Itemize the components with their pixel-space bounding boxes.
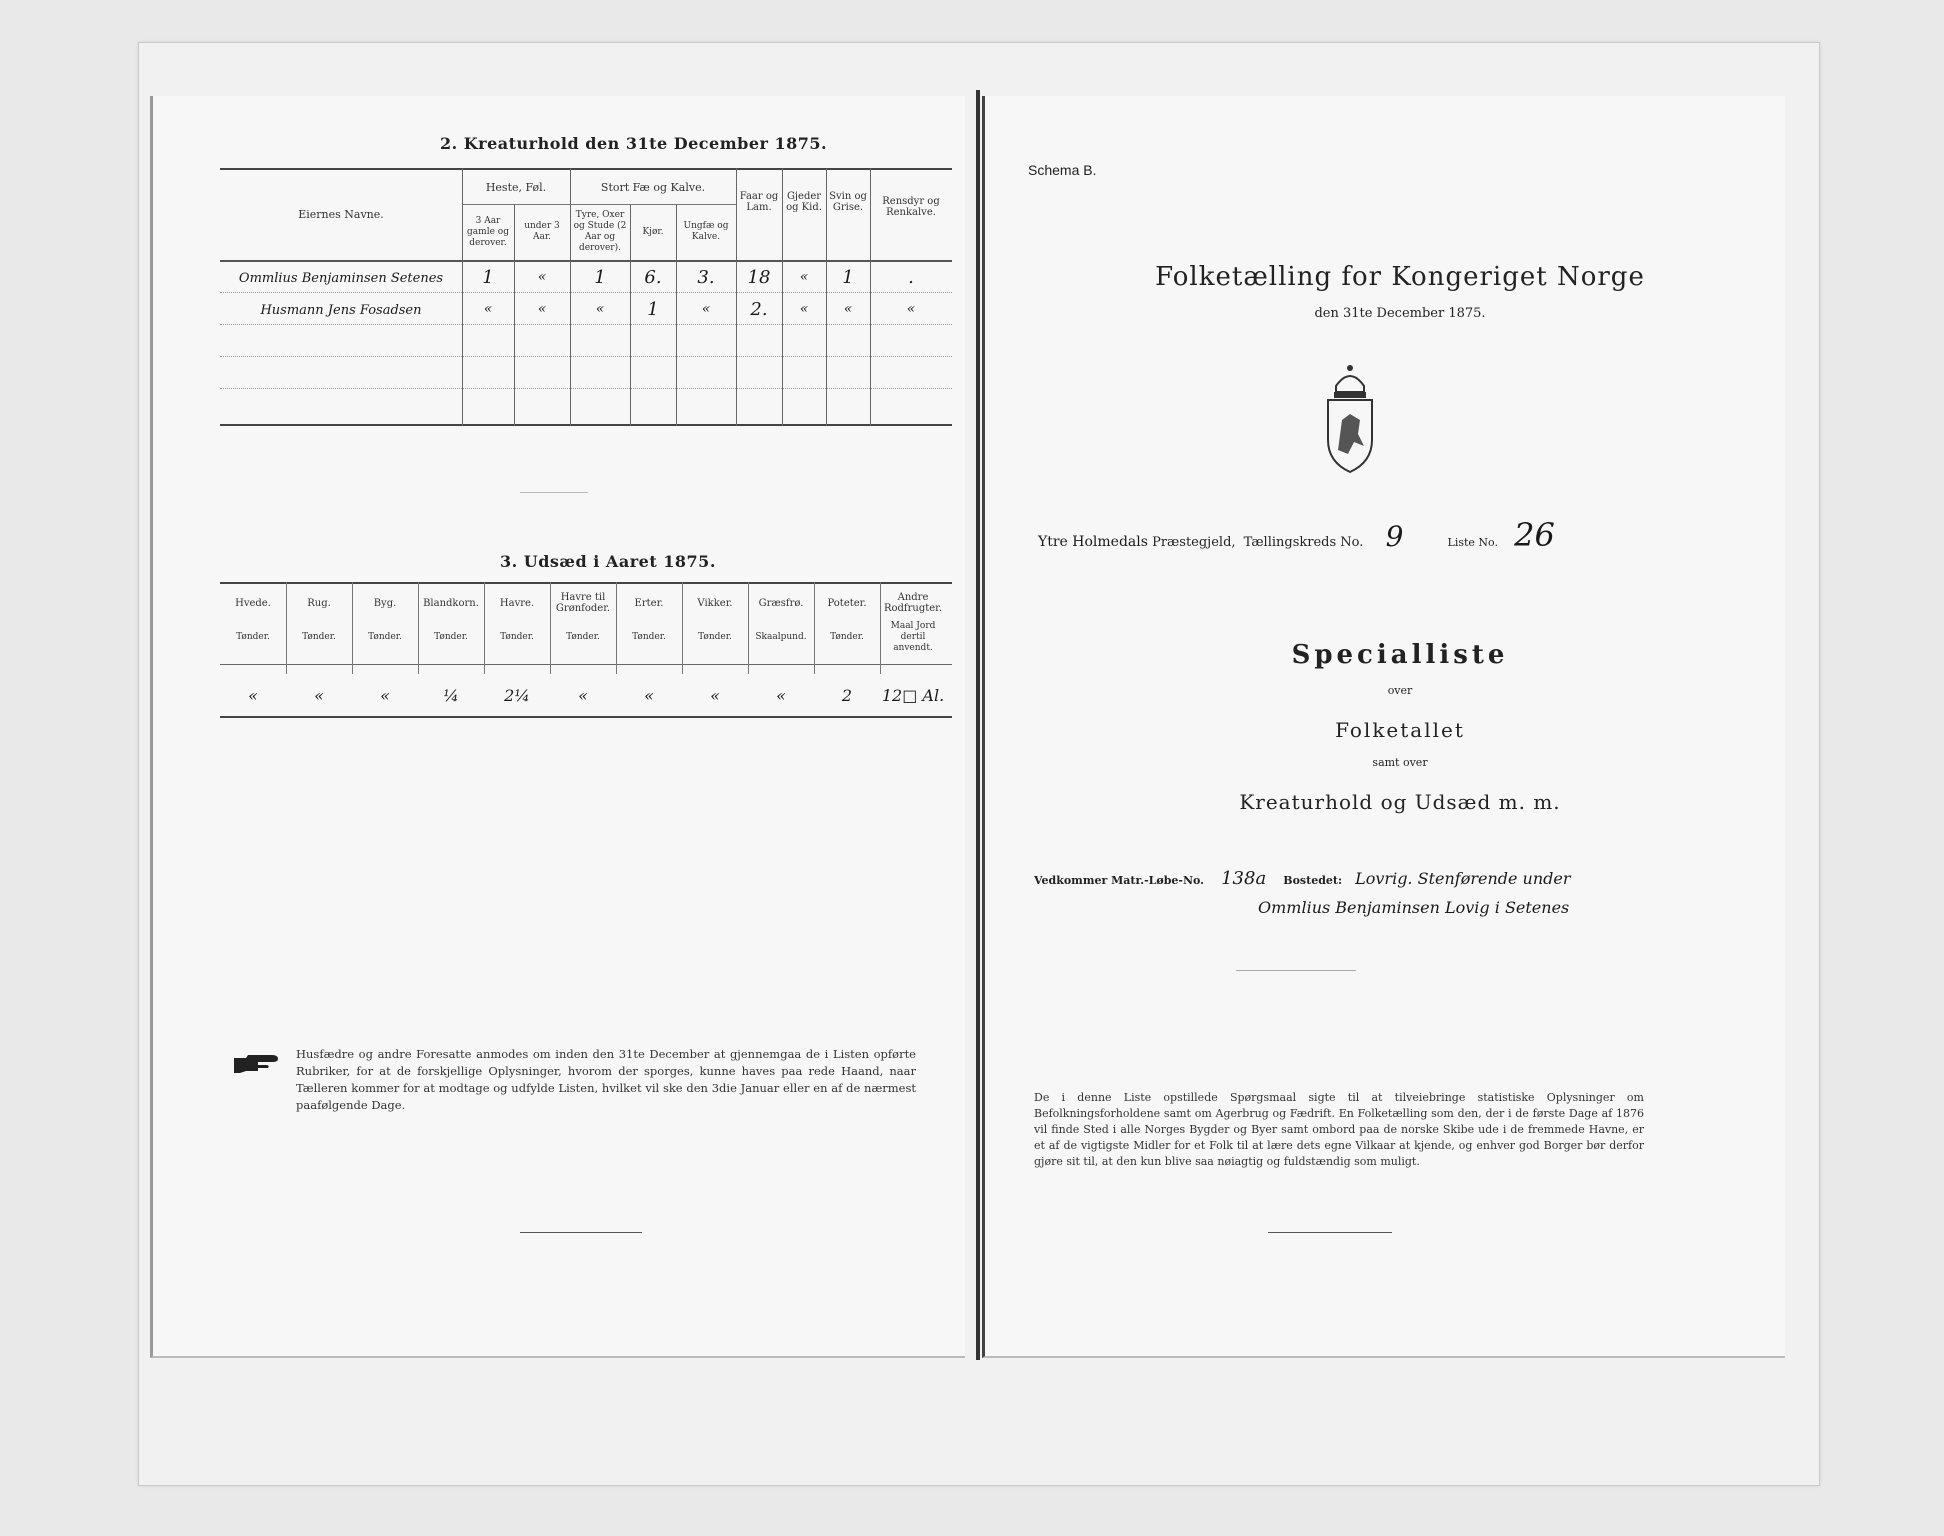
- table-cell: 1: [482, 266, 494, 288]
- seed-column-unit: Tønder.: [830, 631, 864, 642]
- table-cell: «: [537, 269, 547, 285]
- seed-column-unit: Skaalpund.: [755, 631, 807, 642]
- seed-value-cell: «: [380, 685, 390, 705]
- horse-header: Heste, Føl.: [485, 180, 547, 194]
- matr-line: [1034, 868, 1571, 889]
- folketallet-heading: Folketallet: [1335, 718, 1465, 742]
- table-cell: «: [537, 301, 547, 317]
- sheep-header: Faar og Lam.: [739, 191, 779, 213]
- seed-column-header: Andre Rodfrugter.: [883, 592, 943, 614]
- seed-column-header: Havre.: [499, 597, 535, 609]
- cattle-sub-bulls: Tyre, Oxer og Stude (2 Aar og derover).: [573, 210, 627, 253]
- owner-name-1: Ommlius Benjaminsen Setenes: [238, 270, 444, 286]
- district-label: Tællingskreds No.: [1243, 535, 1364, 550]
- seed-title: 3. Udsæd i Aaret 1875.: [500, 552, 716, 571]
- table-cell: 1: [647, 298, 659, 320]
- cattle-sub-cows: Kjør.: [642, 226, 664, 237]
- table-cell: 18: [747, 266, 771, 288]
- seed-value-cell: 12□ Al.: [881, 685, 945, 705]
- kreaturhold-heading: Kreaturhold og Udsæd m. m.: [1239, 790, 1561, 814]
- reindeer-header: Rensdyr og Renkalve.: [882, 196, 940, 218]
- table-cell: «: [906, 301, 916, 317]
- seed-column-unit: Tønder.: [368, 631, 402, 642]
- goat-header: Gjeder og Kid.: [786, 191, 822, 213]
- seed-value-cell: «: [578, 685, 588, 705]
- seed-column-header: Hvede.: [235, 597, 271, 609]
- pointing-hand-icon: [232, 1052, 280, 1074]
- seed-column-unit: Tønder.: [566, 631, 600, 642]
- matr-number: 138a: [1221, 868, 1267, 889]
- seed-column-header: Havre til Grønfoder.: [555, 592, 611, 614]
- table-cell: «: [799, 269, 809, 285]
- cattle-header: Stort Fæ og Kalve.: [600, 180, 706, 194]
- horse-sub-adult: 3 Aar gamle og derover.: [467, 215, 509, 248]
- seed-value-cell: «: [776, 685, 786, 705]
- census-date: den 31te December 1875.: [1314, 306, 1486, 321]
- census-title: Folketælling for Kongeriget Norge: [1155, 262, 1645, 292]
- owner-name-2: Husmann Jens Fosadsen: [260, 302, 422, 318]
- seed-column-header: Græsfrø.: [758, 597, 804, 609]
- end-rule: [520, 1232, 642, 1233]
- seed-value-cell: ¼: [443, 685, 459, 705]
- list-number: 26: [1514, 516, 1555, 554]
- seed-column-unit: Tønder.: [698, 631, 732, 642]
- seed-table: [220, 582, 952, 716]
- notice-text: Husfædre og andre Foresatte anmodes om inden den 31te December at gjennemgaa de i Listen opførte Rubriker, for at de forskjellige Oplysninger, hvorom der sporges, kunne haves paa rede Haand, naar Tælleren kommer for at modtage og udfylde Listen, hvilket vil ske den 3die Januar eller en af de nærmest paafølgende Dage.: [296, 1047, 916, 1112]
- seed-value-cell: «: [710, 685, 720, 705]
- parish-label: Præstegjeld,: [1152, 535, 1236, 550]
- table-cell: «: [595, 301, 605, 317]
- table-cell: «: [843, 301, 853, 317]
- seed-column-unit: Tønder.: [632, 631, 666, 642]
- matr-label: Vedkommer Matr.-Løbe-No.: [1034, 874, 1204, 887]
- table-cell: 1: [594, 266, 606, 288]
- cattle-sub-young: Ungfæ og Kalve.: [683, 221, 729, 242]
- table-cell: «: [701, 301, 711, 317]
- seed-value-cell: 2¼: [504, 685, 530, 705]
- table-cell: 2.: [750, 298, 768, 320]
- seed-column-header: Rug.: [307, 597, 331, 609]
- rule: [1236, 970, 1356, 971]
- seed-column-unit: Maal Jord dertil anvendt.: [890, 620, 936, 653]
- end-rule-right: [1268, 1232, 1392, 1233]
- over-text: over: [1387, 684, 1413, 697]
- separator-rule: [520, 492, 588, 493]
- livestock-table: [220, 168, 952, 426]
- table-cell: .: [908, 266, 914, 288]
- seed-column-header: Erter.: [634, 597, 664, 609]
- seed-column-unit: Tønder.: [302, 631, 336, 642]
- parish-name: Ytre Holmedals: [1038, 534, 1148, 550]
- page-fold: [976, 90, 980, 1360]
- district-number: 9: [1385, 520, 1404, 553]
- table-cell: «: [799, 301, 809, 317]
- seed-value-cell: «: [248, 685, 258, 705]
- parish-line: [1038, 516, 1555, 554]
- seed-column-header: Blandkorn.: [423, 597, 479, 609]
- owner-header: Eiernes Navne.: [298, 207, 384, 221]
- seed-column-unit: Tønder.: [500, 631, 534, 642]
- schema-label: Schema B.: [1028, 162, 1097, 178]
- coat-of-arms-icon: [1314, 358, 1386, 476]
- bosted-line-2: Ommlius Benjaminsen Lovig i Setenes: [1258, 898, 1570, 917]
- table-cell: 6.: [644, 266, 662, 288]
- seed-column-unit: Tønder.: [434, 631, 468, 642]
- seed-value-cell: «: [644, 685, 654, 705]
- seed-column-unit: Tønder.: [236, 631, 270, 642]
- pig-header: Svin og Grise.: [829, 191, 867, 213]
- seed-column-header: Poteter.: [827, 597, 867, 609]
- table-cell: 1: [842, 266, 854, 288]
- seed-value-cell: «: [314, 685, 324, 705]
- seed-value-cell: 2: [841, 685, 853, 705]
- table-cell: «: [483, 301, 493, 317]
- specialliste-heading: Specialliste: [1291, 640, 1509, 670]
- horse-sub-young: under 3 Aar.: [524, 221, 560, 242]
- footnote-text: De i denne Liste opstillede Spørgsmaal sigte til at tilveiebringe statistiske Oplysninger om Befolkningsforholdene samt om Agerbrug og Fædrift. En Folketælling som den, der i de første Dage af 1876 vil finde Sted i alle Norges Bygder og Byer samt ombord paa de norske Skibe ude i de fremmede Havne, er et af de vigtigste Midler for et Folk til at lære dets egne Vilkaar at kjende, og enhver god Borger bør derfor gjøre sit til, at den kun blive saa nøiagtig og fuldstændig som muligt.: [1034, 1091, 1644, 1168]
- seed-column-header: Vikker.: [697, 597, 733, 609]
- samt-over-text: samt over: [1372, 756, 1428, 769]
- list-label: Liste No.: [1447, 536, 1498, 549]
- livestock-title: 2. Kreaturhold den 31te December 1875.: [440, 134, 828, 153]
- table-cell: 3.: [697, 266, 715, 288]
- seed-column-header: Byg.: [373, 597, 397, 609]
- bosted-line-1: Lovrig. Stenførende under: [1355, 869, 1571, 888]
- bosted-label: Bostedet:: [1283, 874, 1343, 887]
